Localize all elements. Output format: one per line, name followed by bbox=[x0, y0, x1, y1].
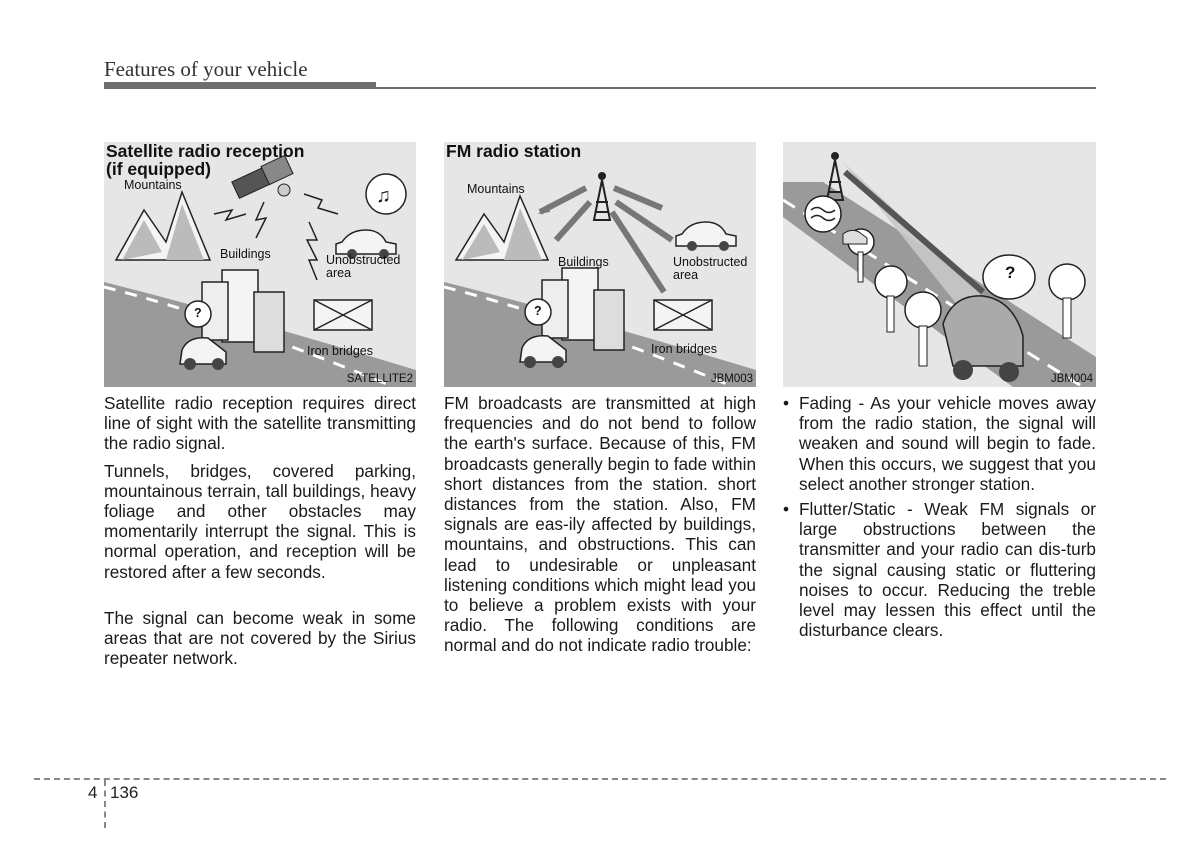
footer-dashed-rule bbox=[34, 778, 1166, 780]
fading-question-mark: ? bbox=[1005, 263, 1016, 282]
bullet-dot-fading: • bbox=[783, 393, 790, 413]
bullet-flutter-text: Flutter/Static - Weak FM signals or large obstructions between the transmitter and your radio can dis-turb the signal causing static or fluttering noises to occur. Reducing the treble level may lessen this effect until the disturbance clears. bbox=[799, 499, 1096, 641]
column-satellite-text bbox=[104, 393, 416, 675]
header-rule-thin bbox=[376, 87, 1096, 89]
satellite-title-line1: Satellite radio reception bbox=[106, 142, 305, 161]
fading-illustration bbox=[783, 142, 1096, 387]
satellite-label-buildings: Buildings bbox=[220, 247, 271, 261]
satellite-title-line2: (if equipped) bbox=[106, 159, 211, 179]
fm-label-iron-bridges: Iron bridges bbox=[651, 342, 718, 356]
bullet-dot-flutter: • bbox=[783, 499, 790, 520]
svg-text:♫: ♫ bbox=[376, 185, 391, 207]
satellite-label-unobstructed bbox=[326, 254, 400, 280]
fm-label-mountains: Mountains bbox=[467, 182, 525, 196]
bullet-flutter bbox=[783, 499, 1096, 640]
fm-paragraph-1: FM broadcasts are transmitted at high frequencies and do not bend to follow the earth's surface. Because of this, FM broadcasts generally begin to fade within short distances from the station. short distances from the station. Also, FM signals are eas-ily affected by buildings, mountains, and obstructions. This can lead to undesirable or unpleasant listening conditions which might lead you to believe a problem exists with your radio. The following conditions are normal and do not indicate radio trouble: bbox=[444, 393, 756, 656]
fm-figure-code: JBM003 bbox=[710, 373, 753, 385]
header-rule-thick bbox=[104, 82, 376, 89]
satellite-unobstructed-line1: Unobstructed bbox=[326, 253, 401, 267]
footer-page-number: 136 bbox=[110, 783, 139, 802]
satellite-reception-figure bbox=[104, 142, 416, 387]
footer-chapter-number: 4 bbox=[88, 783, 98, 802]
column-fm-text bbox=[444, 393, 756, 663]
satellite-unobstructed-line2: area bbox=[326, 266, 352, 280]
fading-figure-code: JBM004 bbox=[1050, 373, 1093, 385]
fm-figure-title: FM radio station bbox=[446, 142, 582, 161]
satellite-label-iron-bridges: Iron bridges bbox=[307, 344, 374, 358]
fm-label-buildings: Buildings bbox=[558, 255, 609, 269]
fm-question-mark: ? bbox=[534, 304, 542, 318]
satellite-label-mountains: Mountains bbox=[124, 178, 182, 192]
satellite-paragraph-2: Tunnels, bridges, covered parking, mountainous terrain, tall buildings, heavy foliage and other obstacles may momentarily interrupt the signal. This is normal operation, and reception will be restored after a few seconds. bbox=[104, 460, 416, 582]
fm-unobstructed-line1: Unobstructed bbox=[673, 255, 748, 269]
fm-label-unobstructed bbox=[673, 256, 747, 282]
satellite-question-mark: ? bbox=[194, 306, 202, 320]
bullet-fading-text: Fading - As your vehicle moves away from the radio station, the signal will weaken and sound will begin to fade. When this occurs, we suggest that you select another stronger station. bbox=[799, 393, 1096, 494]
column-conditions-text bbox=[783, 393, 1096, 645]
satellite-figure-code: SATELLITE2 bbox=[346, 373, 413, 385]
bullet-fading bbox=[783, 393, 1096, 494]
page-header-title: Features of your vehicle bbox=[104, 57, 308, 81]
satellite-paragraph-3: The signal can become weak in some areas that are not covered by the Sirius repeater network. bbox=[104, 607, 416, 669]
fm-unobstructed-line2: area bbox=[673, 268, 699, 282]
satellite-paragraph-1: Satellite radio reception requires direct line of sight with the satellite transmitting the radio signal. bbox=[104, 393, 416, 454]
fading-figure bbox=[783, 142, 1096, 387]
satellite-figure-title bbox=[106, 142, 304, 178]
fm-station-figure bbox=[444, 142, 756, 387]
footer-vertical-dashed-rule bbox=[104, 780, 106, 828]
